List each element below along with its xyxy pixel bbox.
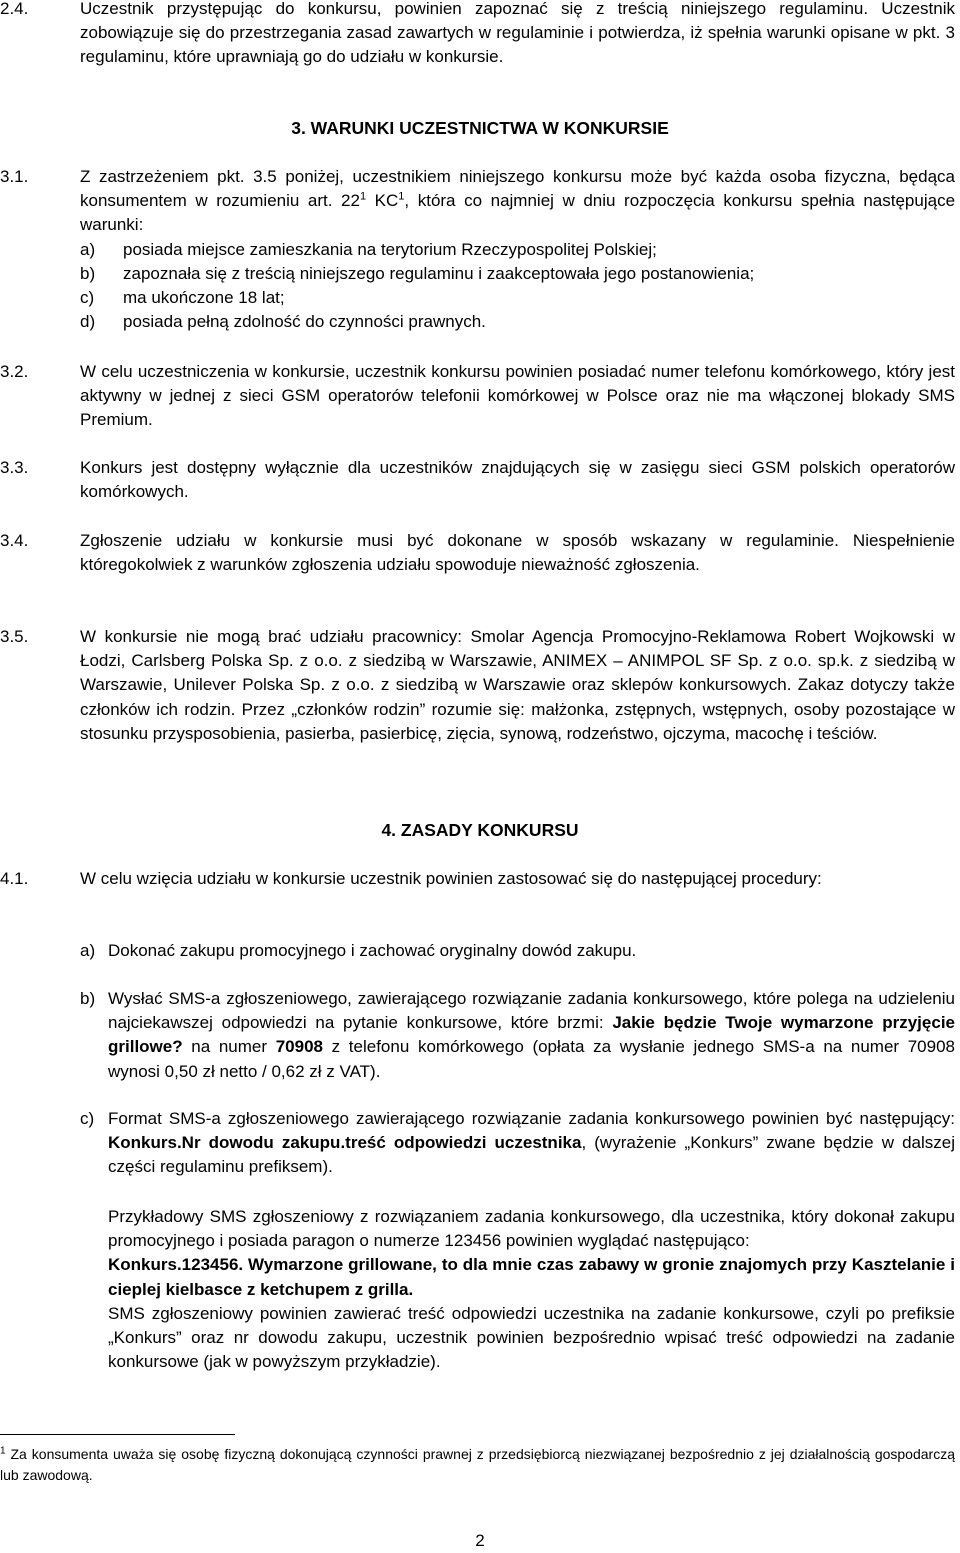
paragraph-text: W celu uczestniczenia w konkursie, uczestnik konkursu powinien posiadać numer telefonu komórkowego, który jest aktywny w jednej z sieci GSM operatorów telefonii komórkowej w Polsce oraz nie ma włączonej blokady SMS Premium. xyxy=(80,362,955,430)
step-text xyxy=(108,1107,955,1180)
paragraph-3-4 xyxy=(0,529,955,577)
sms-number: 70908 xyxy=(275,1037,323,1057)
text-part: Wysłać SMS-a zgłoszeniowego, zawierającego rozwiązanie zadania konkursowego, które polega na udzieleniu najciekawszej odpowiedzi na pytanie konkursowe, które brzmi: xyxy=(108,989,955,1033)
page-number: 2 xyxy=(475,1531,485,1550)
footnote xyxy=(0,1444,955,1486)
text-part: , (wyrażenie „Konkurs” zwane będzie w dalszej części regulaminu prefiksem). xyxy=(108,1133,955,1177)
step-text xyxy=(108,987,955,1084)
step-label: b) xyxy=(80,989,96,1008)
procedure-step-b xyxy=(80,987,955,1084)
list-text: ma ukończone 18 lat; xyxy=(123,288,285,308)
step-label: c) xyxy=(80,1109,95,1128)
paragraph-number: 3.4. xyxy=(0,531,29,550)
list-item xyxy=(80,262,955,286)
text-part: KC xyxy=(366,191,399,211)
step-label: a) xyxy=(80,941,96,960)
paragraph-text: Zgłoszenie udziału w konkursie musi być dokonane w sposób wskazany w regulaminie. Niespełnienie któregokolwiek z warunków zgłoszenia udziału spowoduje nieważność zgłoszenia. xyxy=(80,531,955,575)
paragraph-number: 2.4. xyxy=(0,0,29,18)
procedure-step-a xyxy=(80,939,955,963)
example-block xyxy=(108,1205,955,1374)
paragraph-3-3 xyxy=(0,456,955,504)
text-part: na numer xyxy=(182,1037,276,1057)
list-item xyxy=(80,238,955,262)
example-intro: Przykładowy SMS zgłoszeniowy z rozwiązaniem zadania konkursowego, dla uczestnika, który dokonał zakupu promocyjnego i posiada paragon o numerze 123456 powinien wyglądać następująco: xyxy=(108,1207,955,1251)
list-text: zapoznała się z treścią niniejszego regulaminu i zaakceptowała jego postanowienia; xyxy=(123,263,755,283)
list-label: c) xyxy=(80,288,95,308)
paragraph-number: 3.1. xyxy=(0,167,29,186)
example-note: SMS zgłoszeniowy powinien zawierać treść odpowiedzi uczestnika na zadanie konkursowe, czyli po prefiksie „Konkurs” oraz nr dowodu zakupu, uczestnik powinien bezpośrednio wpisać treść odpowiedzi na zadanie konkursowe (jak w powyższym przykładzie). xyxy=(108,1303,955,1372)
conditions-list xyxy=(80,238,955,335)
section-heading-3: 3. WARUNKI UCZESTNICTWA W KONKURSIE xyxy=(291,118,669,138)
text-part: Format SMS-a zgłoszeniowego zawierającego rozwiązanie zadania konkursowego powinien być następujący: xyxy=(108,1109,955,1128)
list-label: a) xyxy=(80,239,96,259)
section-heading-4: 4. ZASADY KONKURSU xyxy=(381,820,579,840)
sms-format: Konkurs.Nr dowodu zakupu.treść odpowiedzi uczestnika xyxy=(108,1133,582,1153)
paragraph-number: 3.3. xyxy=(0,458,29,477)
footnote-mark: 1 xyxy=(0,1445,6,1457)
paragraph-text: Uczestnik przystępując do konkursu, powinien zapoznać się z treścią niniejszego regulaminu. Uczestnik zobowiązuje się do przestrzegania zasad zawartych w regulaminie i potwierdza, iż spełnia warunki opisane w pkt. 3 regulaminu, które uprawniają go do udziału w konkursie. xyxy=(80,0,955,67)
text-part: z telefonu komórkowego (opłata za wysłanie jednego SMS-a na numer 70908 wynosi 0,50 zł netto / 0,62 zł z VAT). xyxy=(108,1037,956,1081)
paragraph-3-2 xyxy=(0,360,955,433)
procedure-step-c xyxy=(80,1107,955,1180)
list-label: b) xyxy=(80,263,96,283)
paragraph-3-5 xyxy=(0,625,955,746)
footnote-ref: 1 xyxy=(359,190,367,203)
list-label: d) xyxy=(80,312,96,332)
text-part: , która co najmniej w dniu rozpoczęcia konkursu spełnia następujące warunki: xyxy=(80,191,956,235)
paragraph-number: 3.2. xyxy=(0,362,29,381)
paragraph-text: W celu wzięcia udziału w konkursie uczestnik powinien zastosować się do następującej procedury: xyxy=(80,869,822,888)
footnote-text: Za konsumenta uważa się osobę fizyczną dokonującą czynności prawnej z przedsiębiorcą niezwiązanej bezpośrednio z jej działalnością gospodarczą lub zawodową. xyxy=(0,1446,955,1483)
paragraph-3-1 xyxy=(0,165,955,334)
footnote-ref: 1 xyxy=(398,190,405,203)
paragraph-text: Konkurs jest dostępny wyłącznie dla uczestników znajdujących się w zasięgu sieci GSM polskich operatorów komórkowych. xyxy=(80,458,955,502)
list-item xyxy=(80,310,955,334)
contest-question: Jakie będzie Twoje wymarzone przyjęcie grillowe? xyxy=(108,1013,955,1057)
footnote-divider xyxy=(0,1434,235,1435)
paragraph-text: W konkursie nie mogą brać udziału pracownicy: Smolar Agencja Promocyjno-Reklamowa Robert Wojkowski w Łodzi, Carlsberg Polska Sp. z o.o. z siedzibą w Warszawie, ANIMEX – ANIMPOL SF Sp. z o.o. sp.k. z siedzibą w Warszawie, Unilever Polska Sp. z o.o. z siedzibą w Warszawie oraz sklepów konkursowych. Zakaz dotyczy także członków ich rodzin. Przez „członków rodzin” rozumie się: małżonka, zstępnych, wstępnych, osoby pozostające w stosunku przysposobienia, pasierba, pasierbicę, zięcia, synową, rodzeństwo, ojczyma, macochę i teściów. xyxy=(80,627,955,743)
list-text: posiada pełną zdolność do czynności prawnych. xyxy=(123,312,486,332)
paragraph-number: 4.1. xyxy=(0,869,29,888)
paragraph-number: 3.5. xyxy=(0,627,29,646)
text-part: Z zastrzeżeniem pkt. 3.5 poniżej, uczestnikiem niniejszego konkursu może być każda osoba fizyczna, będąca konsumentem w rozumieniu art. 22 xyxy=(80,167,955,211)
list-item xyxy=(80,286,955,310)
list-text: posiada miejsce zamieszkania na terytorium Rzeczypospolitej Polskiej; xyxy=(123,239,657,259)
paragraph-2-4 xyxy=(0,0,955,70)
paragraph-4-1 xyxy=(0,867,955,891)
example-sms: Konkurs.123456. Wymarzone grillowane, to dla mnie czas zabawy w gronie znajomych przy Kasztelanie i cieplej kielbasce z ketchupem z grilla. xyxy=(108,1255,955,1299)
step-text: Dokonać zakupu promocyjnego i zachować oryginalny dowód zakupu. xyxy=(108,941,637,960)
paragraph-text xyxy=(80,165,955,238)
